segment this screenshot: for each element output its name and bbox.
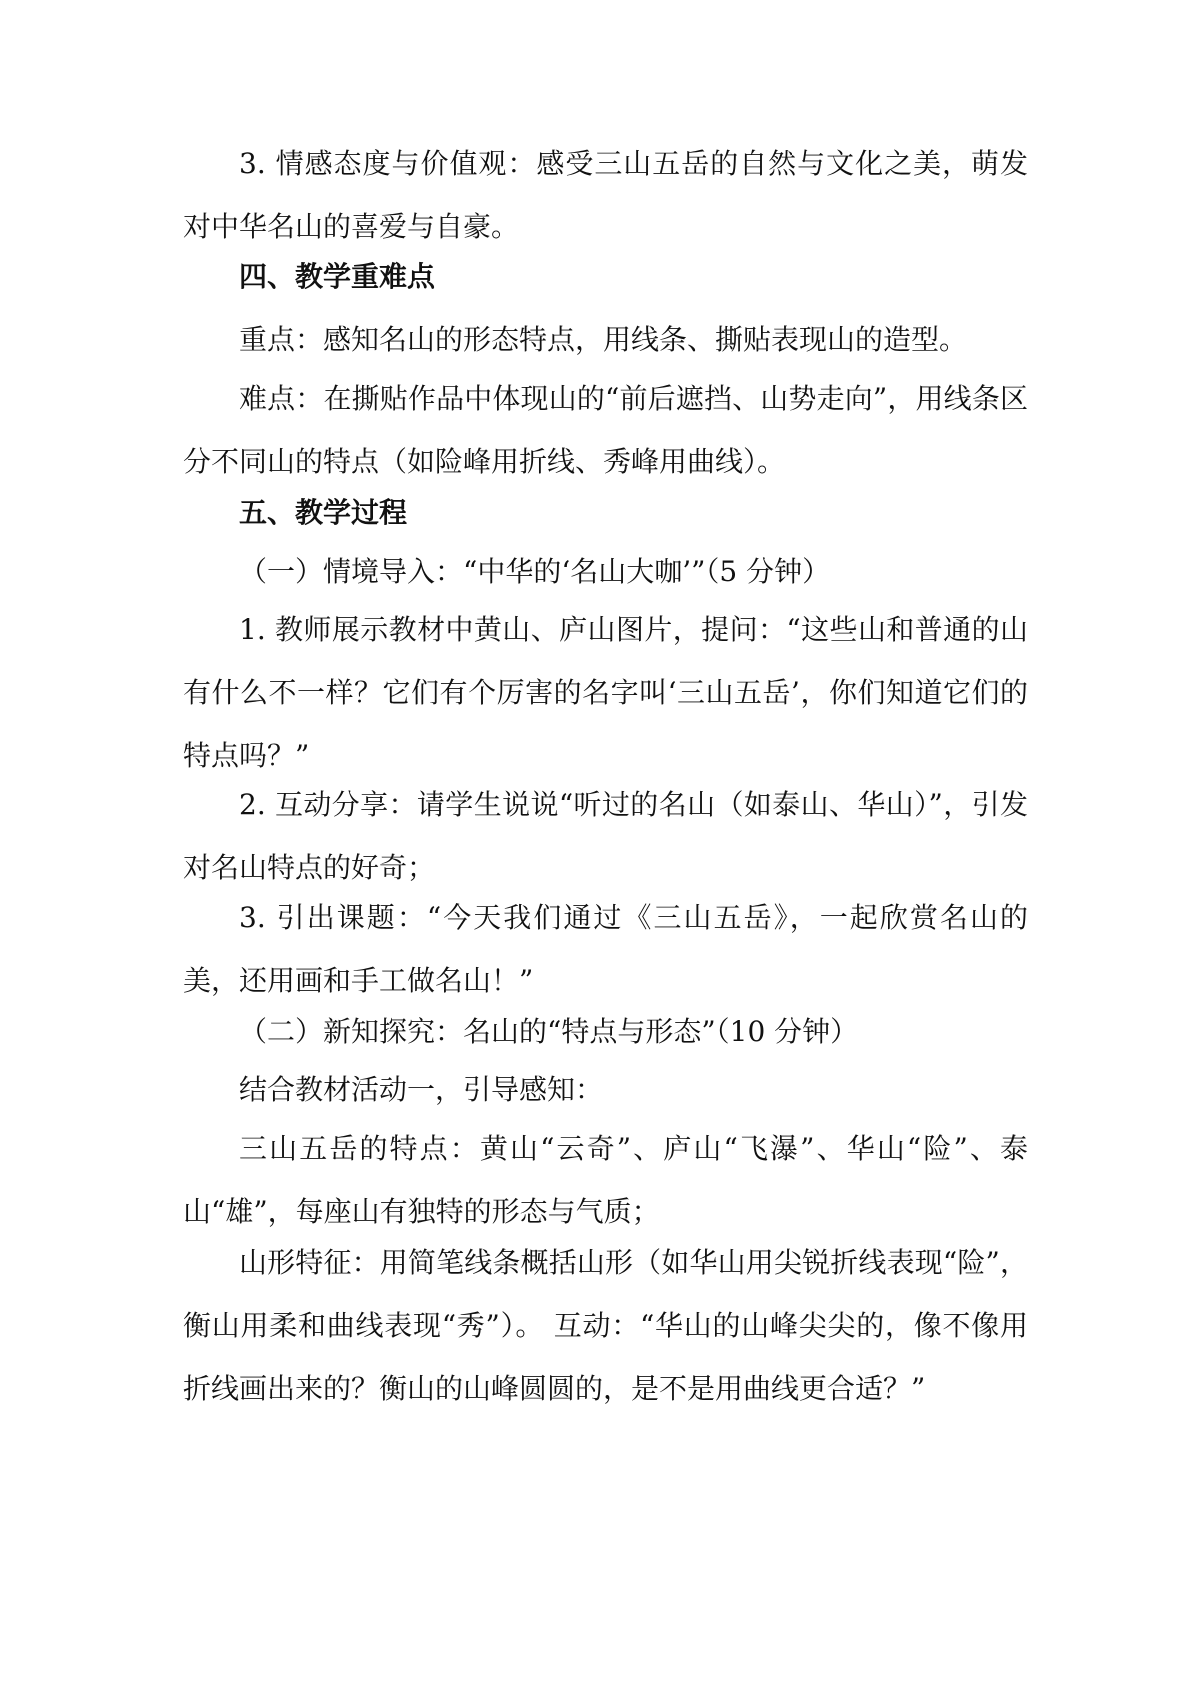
paragraph-step-1-2: 2. 互动分享：请学生说说“听过的名山（如泰山、华山）”，引发对名山特点的好奇； (183, 788, 1028, 884)
paragraph-goal-3: 3. 情感态度与价值观：感受三山五岳的自然与文化之美，萌发对中华名山的喜爱与自豪。 (183, 147, 1028, 243)
subsection-heading-2: （二）新知探究：名山的“特点与形态”（10 分钟） (239, 1015, 859, 1048)
section-heading-4: 四、教学重难点 (239, 260, 436, 293)
paragraph-step-1-3: 3. 引出课题：“今天我们通过《三山五岳》，一起欣赏名山的美，还用画和手工做名山！” (183, 901, 1028, 997)
paragraph-shape-features: 山形特征：用简笔线条概括山形（如华山用尖锐折线表现“险”，衡山用柔和曲线表现“秀”）。 互动：“华山的山峰尖尖的，像不像用折线画出来的？衡山的山峰圆圆的，是不是用曲线更合适？” (183, 1246, 1028, 1405)
paragraph-key-point: 重点：感知名山的形态特点，用线条、撕贴表现山的造型。 (239, 323, 968, 356)
paragraph-step-1-1: 1. 教师展示教材中黄山、庐山图片，提问：“这些山和普通的山有什么不一样？它们有个厉害的名字叫‘三山五岳’，你们知道它们的特点吗？” (183, 613, 1028, 772)
subsection-heading-1: （一）情境导入：“中华的‘名山大咖’”（5 分钟） (239, 555, 831, 588)
paragraph-intro-2: 结合教材活动一，引导感知： (239, 1073, 604, 1106)
section-heading-5: 五、教学过程 (239, 496, 408, 529)
paragraph-difficult-point: 难点：在撕贴作品中体现山的“前后遮挡、山势走向”，用线条区分不同山的特点（如险峰用折线、秀峰用曲线）。 (183, 382, 1028, 478)
paragraph-features: 三山五岳的特点：黄山“云奇”、庐山“飞瀑”、华山“险”、泰山“雄”，每座山有独特的形态与气质； (183, 1132, 1028, 1228)
